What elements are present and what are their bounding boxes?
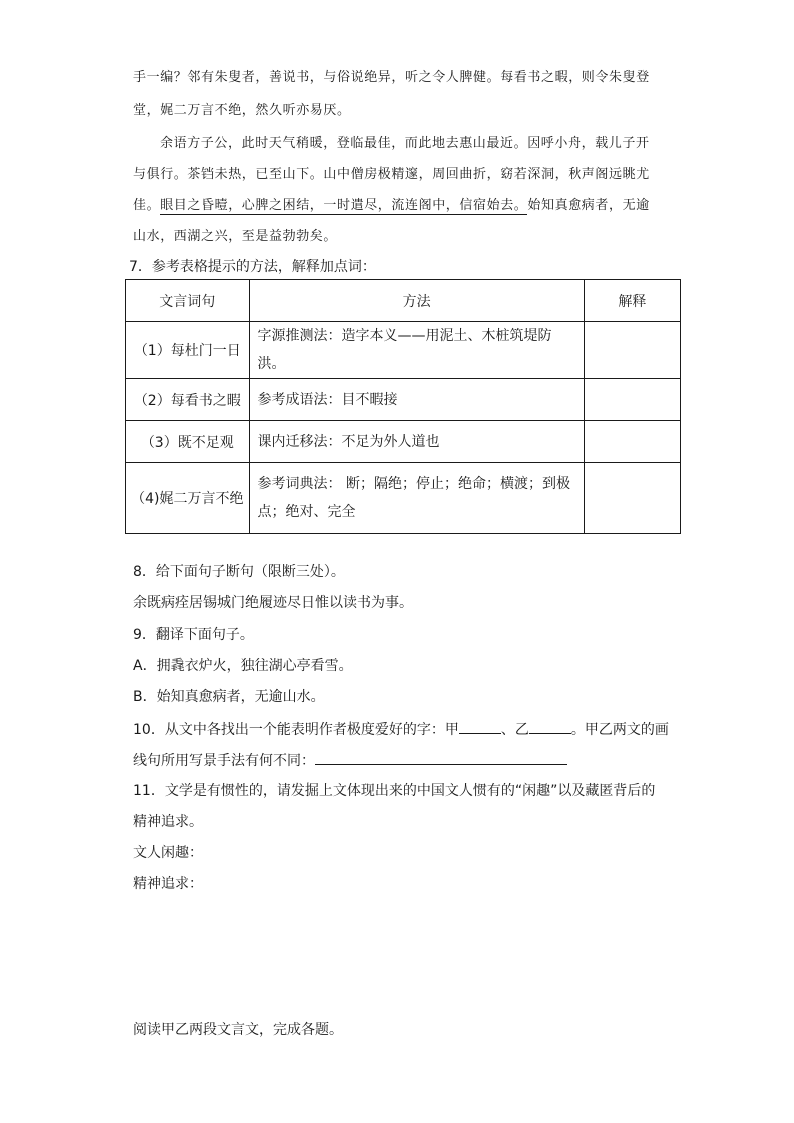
row-method: 课内迁移法：不足为外人道也 [249, 421, 584, 463]
passage-line-6: 山水，西湖之兴，至是益勃勃矣。 [133, 229, 338, 244]
q7-stem: 7．参考表格提示的方法，解释加点词： [129, 259, 376, 275]
row-phrase: （2）每看书之暇 [126, 379, 250, 421]
passage-line-5-start: 佳。 [133, 198, 161, 213]
q10-text-2: 、乙 [500, 722, 529, 738]
row-answer-cell[interactable] [584, 379, 680, 421]
q11-line-1: 11．文学是有惯性的，请发掘上文体现出来的中国文人惯有的“闲趣”以及藏匿背后的 [133, 783, 656, 799]
row-answer-cell[interactable] [584, 421, 680, 463]
q10-line-2 [133, 749, 567, 770]
header-phrase: 文言词句 [126, 280, 250, 322]
row-method: 参考成语法：目不暇接 [249, 379, 584, 421]
q9-stem: 9．翻译下面句子。 [133, 627, 254, 643]
passage-line-3: 余语方子公，此时天气稍暖，登临最佳，而此地去惠山最近。因呼小舟，载儿子开 [160, 136, 650, 151]
row-answer-cell[interactable] [584, 463, 680, 534]
table-row [126, 463, 681, 534]
table-row [126, 322, 681, 379]
row-phrase: （3）既不足观 [126, 421, 250, 463]
q8-sentence: 余既病痊居锡城门绝履迹尽日惟以读书为事。 [133, 595, 413, 611]
table-row [126, 421, 681, 463]
passage-line-1: 手一编？邻有朱叟者，善说书，与俗说绝异，听之令人脾健。每看书之暇，则令朱叟登 [133, 70, 650, 85]
header-answer: 解释 [584, 280, 680, 322]
passage-line-5-end: 始知真愈病者，无逾 [527, 198, 650, 213]
answer-blank-yi[interactable] [529, 718, 571, 734]
passage-line-5 [133, 194, 650, 213]
row-phrase: （4)娓二万言不绝 [126, 463, 250, 534]
table-row [126, 379, 681, 421]
q11-line-2: 精神追求。 [133, 814, 203, 830]
q10-text-4: 线句所用写景手法有何不同： [133, 753, 315, 769]
q9-item-a: A．拥毳衣炉火，独往湖心亭看雪。 [133, 658, 353, 674]
q10-line-1 [133, 718, 669, 739]
row-phrase: （1）每杜门一日 [126, 322, 250, 379]
q10-text-1: 10．从文中各找出一个能表明作者极度爱好的字：甲 [133, 722, 459, 738]
row-answer-cell[interactable] [584, 322, 680, 379]
row-method: 字源推测法：造字本义——用泥土、木桩筑堤防洪。 [249, 322, 584, 379]
answer-blank-method[interactable] [315, 749, 567, 765]
q9-item-b: B．始知真愈病者，无逾山水。 [133, 689, 325, 705]
passage-line-4: 与俱行。茶铛未热，已至山下。山中僧房极精邃，周回曲折，窈若深洞，秋声阁远眺尤 [133, 167, 650, 182]
underlined-sentence: 眼目之昏曀，心脾之困结，一时遣尽，流连阁中，信宿始去。 [160, 198, 528, 213]
header-method: 方法 [249, 280, 584, 322]
q11-label-leisure: 文人闲趣： [133, 845, 203, 861]
q7-table [125, 279, 681, 534]
table-header-row [126, 280, 681, 322]
answer-blank-jia[interactable] [459, 718, 501, 734]
passage-line-2: 堂，娓二万言不绝，然久听亦易厌。 [133, 103, 351, 118]
next-section-instruction: 阅读甲乙两段文言文，完成各题。 [133, 1022, 343, 1038]
q8-stem: 8．给下面句子断句（限断三处）。 [133, 564, 345, 580]
q11-label-pursuit: 精神追求： [133, 876, 203, 892]
row-method: 参考词典法： 断；隔绝；停止；绝命；横渡；到极点；绝对、完全 [249, 463, 584, 534]
q10-text-3: 。甲乙两文的画 [570, 722, 669, 738]
